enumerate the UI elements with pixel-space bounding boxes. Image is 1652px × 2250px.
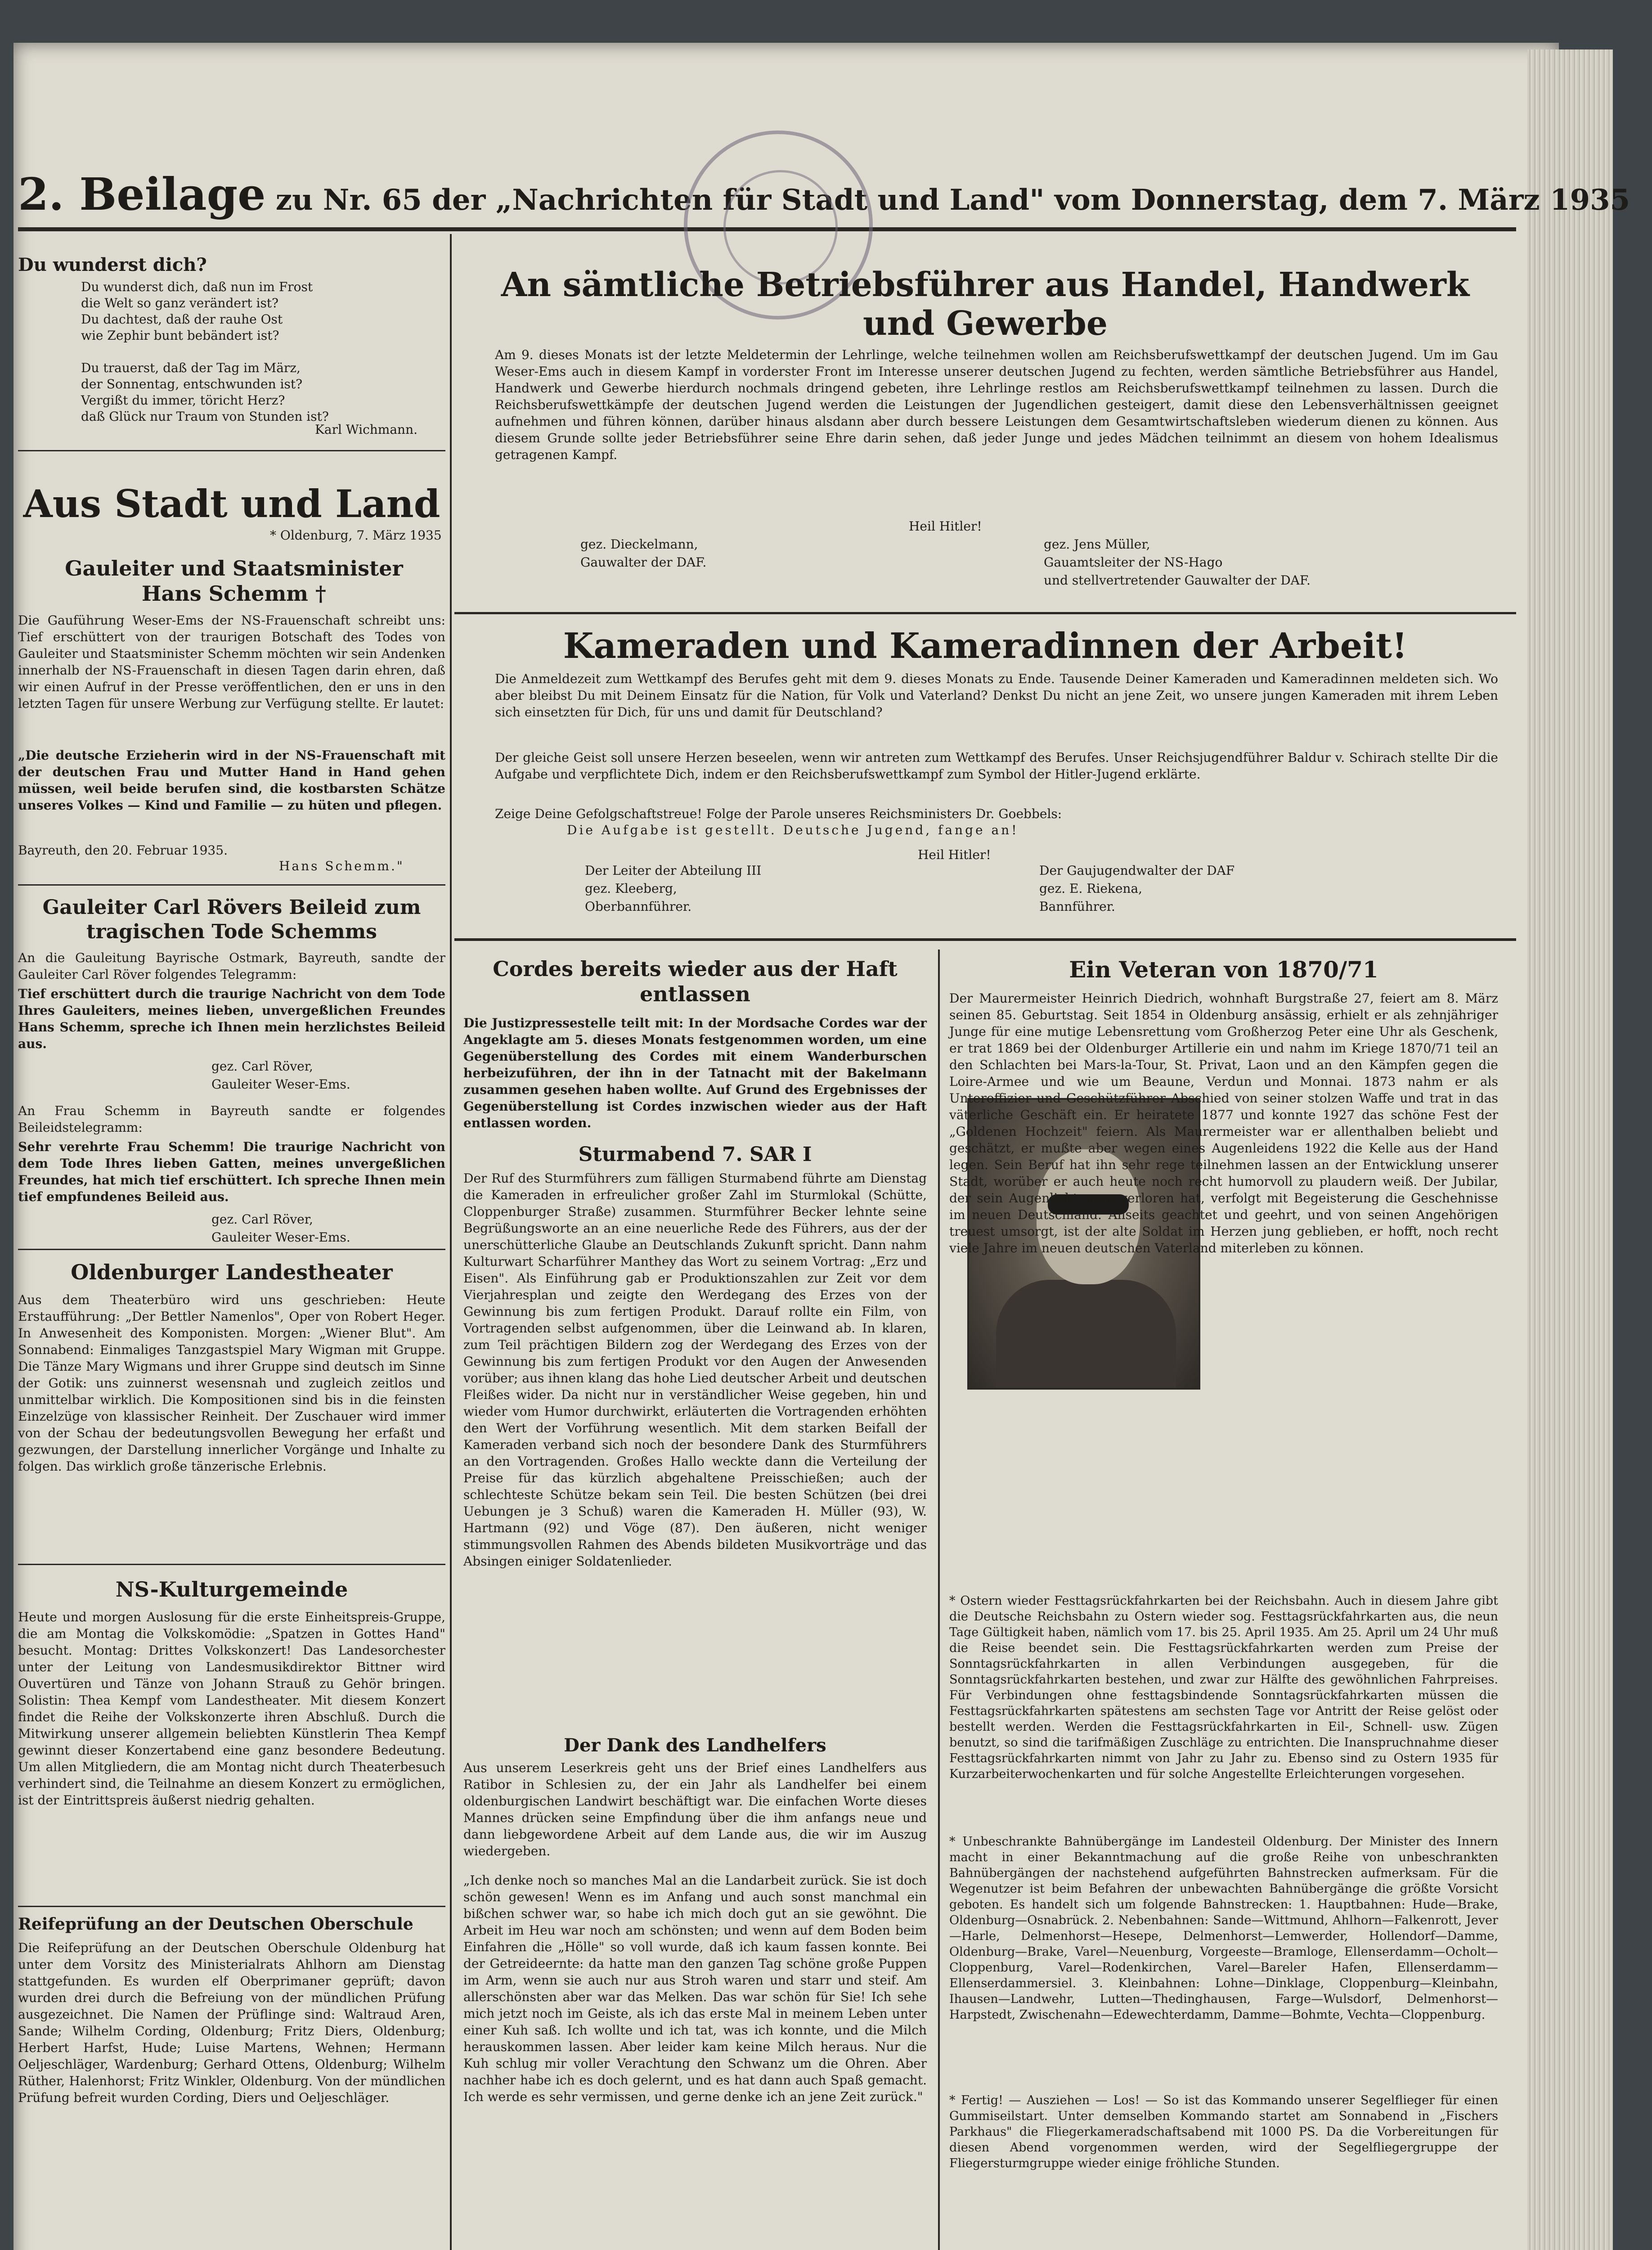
roever-sig1: gez. Carl Röver, Gauleiter Weser-Ems. <box>211 1059 350 1092</box>
theater-title: Oldenburger Landestheater <box>71 1260 393 1284</box>
roever-body2: An Frau Schemm in Bayreuth sandte er folgendes Beileidstelegramm: <box>18 1103 445 1135</box>
kameraden-body2: Der gleiche Geist soll unsere Herzen beseelen, wenn wir antreten zum Wettkampf des Berufes. Unser Reichsjugendführer Baldur v. Schirach stellte Dir die Aufgabe und verpflichtete Dich, indem er den Reichsberufswettkampf zum Symbol der Hitler-Jugend erklärte. <box>495 750 1498 782</box>
roever-title: Gauleiter Carl Rövers Beileid zum tragischen Tode Schemms <box>42 896 421 943</box>
page-stack-edge <box>1527 50 1613 2250</box>
hr-theater <box>18 1564 445 1565</box>
betrieb-title: An sämtliche Betriebsführer aus Handel, Handwerk und Gewerbe <box>501 266 1470 343</box>
hr-schemm <box>18 884 445 886</box>
landhelfer-title: Der Dank des Landhelfers <box>564 1735 826 1756</box>
roever-sig2: gez. Carl Röver, Gauleiter Weser-Ems. <box>211 1212 350 1245</box>
column-rule-mid <box>938 950 940 2250</box>
schemm-body: Die Gauführung Weser-Ems der NS-Frauenschaft schreibt uns: Tief erschüttert von der traurigen Botschaft des Todes von Gauleiter und Staatsminister Schemm möchten wir sein Andenken innerhalb der NS-Frauenschaft in diesen Tagen darin ehren, daß wir einen Aufruf in der Presse veröffentlichen, den er uns in den letzten Tagen für unsere Werbung zur Verfügung stellte. Er lautet: <box>18 613 445 711</box>
kameraden-sig-left: Der Leiter der Abteilung III gez. Kleeberg, Oberbannführer. <box>585 863 762 914</box>
notice-fertig: * Fertig! — Ausziehen — Los! — So ist das Kommando unserer Segelflieger für einen Gummiseilstart. Unter demselben Kommando startet am Sonnabend in „Fischers Parkhaus" die Fliegerkameradschaftsabend mit 1000 PS. Da die Vorbereitungen für diesen Abend vorgenommen werden, wird der Segelfliegergruppe der Fliegersturmgruppe wieder einige fröhliche Stunden. <box>949 2093 1498 2170</box>
cordes-title: Cordes bereits wieder aus der Haft entlassen <box>493 957 898 1006</box>
reife-body: Die Reifeprüfung an der Deutschen Oberschule Oldenburg hat unter dem Vorsitz des Ministerialrats Ahlhorn am Dienstag stattgefunden. Es wurden elf Oberprimaner geprüft; davon wurden drei durch die Befreiung von der mündlichen Prüfung ausgezeichnet. Die Namen der Prüflinge sind: Waltraud Aren, Sande; Wilhelm Cording, Oldenburg; Fritz Diers, Oldenburg; Herbert Harfst, Hude; Luise Martens, Wehnen; Hermann Oeljeschläger, Wardenburg; Gerhard Ottens, Oldenburg; Wilhelm Rüther, Halenhorst; Fritz Winkler, Oldenburg. Von der mündlichen Prüfung befreit wurden Cording, Diers und Oeljeschläger. <box>18 1940 445 2105</box>
stadt-land-dateline: * Oldenburg, 7. März 1935 <box>270 528 442 543</box>
hr-betrieb <box>454 612 1516 614</box>
betrieb-body: Am 9. dieses Monats ist der letzte Meldetermin der Lehrlinge, welche teilnehmen wollen am Reichsberufswettkampf der deutschen Jugend. Um im Gau Weser-Ems auch in diesem Kampf in vorderster Front im Interesse unserer deutschen Jugend zu fechten, werden sämtliche Betriebsführer aus Handel, Handwerk und Gewerbe hierdurch nochmals dringend gebeten, ihre Lehrlinge restlos am Reichsberufswettkampf teilnehmen zu lassen. Durch die Reichsberufswettkämpfe der deutschen Jugend werden die Leistungen der Jugendlichen gesteigert, damit diese den Lebensverhältnissen geeignet aufnehmen und führen können, darüber hinaus alsdann aber durch bessere Leistungen dem Gesamtwirtschaftsleben wiederum dienen zu können. Aus diesem Grunde sollte jeder Betriebsführer seine Ehre darin sehen, daß jeder Junge und jedes Mädchen teilnimmt an diesem von hohem Idealismus getragenen Kampf. <box>495 347 1498 462</box>
poem-title: Du wunderst dich? <box>18 254 207 275</box>
column-rule-left <box>450 234 452 2250</box>
roever-quote1: Tief erschüttert durch die traurige Nachricht von dem Tode Ihres Gauleiters, meines lieben, unvergeßlichen Freundes Hans Schemm, spreche ich Ihnen mein herzlichstes Beileid aus. <box>18 986 445 1051</box>
kameraden-title: Kameraden und Kameradinnen der Arbeit! <box>563 626 1408 666</box>
kameraden-motto: Die Aufgabe ist gestellt. Deutsche Jugend, fange an! <box>567 823 1019 837</box>
theater-body: Aus dem Theaterbüro wird uns geschrieben: Heute Erstaufführung: „Der Bettler Namenlos", Oper von Robert Heger. In Anwesenheit des Komponisten. Morgen: „Wiener Blut". Am Sonnabend: Einmaliges Tanzgastspiel Mary Wigman mit Gruppe. Die Tänze Mary Wigmans und ihrer Gruppe sind deutsch im Sinne der Gotik: uns zuinnerst wesensnah und zugleich zeitlos und unmittelbar wirklich. Die Kompositionen sind bis in die feinsten Einzelzüge von klassischer Reinheit. Der Zuschauer wird immer von der Schau der bedeutungsvollen Bewegung her erfaßt und gezwungen, der Darstellung innerlicher Vorgänge und Inhalte zu folgen. Das wirklich große tänzerische Erlebnis. <box>18 1292 445 1474</box>
schemm-signature: Hans Schemm." <box>279 859 404 873</box>
notice-bahn: * Unbeschrankte Bahnübergänge im Landesteil Oldenburg. Der Minister des Innern macht in einer Bekanntmachung auf die große Reihe von unbeschrankten Bahnübergängen der nachstehend aufgeführten Bahnstrecken aufmerksam. Für die Wegenutzer ist beim Befahren der unbewachten Bahnübergänge die größte Vorsicht geboten. Es handelt sich um folgende Bahnstrecken: 1. Hauptbahnen: Hude—Brake, Oldenburg—Osnabrück. 2. Nebenbahnen: Sande—Wittmund, Ahlhorn—Falkenrott, Jever—Harle, Delmenhorst—Hesepe, Delmenhorst—Lemwerder, Hollendorf—Damme, Oldenburg—Brake, Varel—Neuenburg, Vorgeeste—Bramloge, Ellenserdamm—Ocholt—Cloppenburg, Varel—Rodenkirchen, Varel—Bareler Hafen, Ellenserdamm—Ellenserdammersiel. 3. Kleinbahnen: Lohne—Dinklage, Cloppenburg—Kleinbahn, Ihausen—Landwehr, Lutten—Thedinghausen, Farge—Wulsdorf, Delmenhorst—Harpstedt, Zwischenahn—Edewechterdamm, Damme—Bohmte, Vechta—Cloppenburg. <box>949 1835 1498 2022</box>
sturm-title: Sturmabend 7. SAR I <box>578 1143 812 1166</box>
hr-roever <box>18 1249 445 1250</box>
hr-kameraden <box>454 938 1516 941</box>
stadt-land-title: Aus Stadt und Land <box>23 482 440 526</box>
roever-quote2: Sehr verehrte Frau Schemm! Die traurige Nachricht von dem Tode Ihres lieben Gatten, meines unvergeßlichen Freundes, hat mich tief erschüttert. Ich spreche Ihnen mein tief empfundenes Beileid aus. <box>18 1139 445 1204</box>
masthead-title: zu Nr. 65 der „Nachrichten für Stadt und Land" vom Donnerstag, dem 7. März 1935 <box>265 183 1630 217</box>
kultur-body: Heute und morgen Auslosung für die erste Einheitspreis-Gruppe, die am Montag die Volkskomödie: „Spatzen in Gottes Hand" besucht. Montag: Drittes Volkskonzert! Das Landesorchester unter der Leitung von Landesmusikdirektor Bittner wird Ouvertüren und Tänze von Johann Strauß zu Gehör bringen. Solistin: Thea Kempf vom Landestheater. Mit diesem Konzert findet die Reihe der Volkskonzerte ihren Abschluß. Durch die Mitwirkung unserer allgemein beliebten Künstlerin Thea Kempf gewinnt dieser Konzertabend eine ganz besondere Bedeutung. Um allen Mitgliedern, die am Montag nicht durch Theaterbesuch verhindert sind, die Teilnahme an diesem Konzert zu ermöglichen, ist der Eintrittspreis äußerst niedrig gehalten. <box>18 1610 445 1808</box>
poem-lines: Du wunderst dich, daß nun im Frost die Welt so ganz verändert ist? Du dachtest, daß der rauhe Ost wie Zephir bunt bebändert ist? Du trauerst, daß der Tag im März, der Sonnentag, entschwunden ist? Vergißt du immer, töricht Herz? daß Glück nur Traum von Stunden ist? <box>81 279 329 424</box>
schemm-quote: „Die deutsche Erzieherin wird in der NS-Frauenschaft mit der deutschen Frau und Mutter Hand in Hand gehen müssen, weil beide berufen sind, die kostbarsten Schätze unseres Volkes — Kind und Familie — zu hüten und pflegen. <box>18 748 445 813</box>
veteran-title: Ein Veteran von 1870/71 <box>1069 956 1378 983</box>
betrieb-greeting: Heil Hitler! <box>909 519 982 534</box>
reife-title: Reifeprüfung an der Deutschen Oberschule <box>18 1915 413 1934</box>
betrieb-sig-right: gez. Jens Müller, Gauamtsleiter der NS-Hago und stellvertretender Gauwalter der DAF. <box>1044 537 1311 588</box>
schemm-place: Bayreuth, den 20. Februar 1935. <box>18 843 228 858</box>
kultur-title: NS-Kulturgemeinde <box>115 1577 348 1602</box>
masthead-beilage: 2. Beilage <box>18 169 266 220</box>
kameraden-body1: Die Anmeldezeit zum Wettkampf des Berufes geht mit dem 9. dieses Monats zu Ende. Tausende Deiner Kameraden und Kameradinnen meldeten sich. Wo aber bleibst Du mit Deinem Einsatz für die Nation, für Volk und Vaterland? Denkst Du nicht an jene Zeit, wo unsere jungen Kameraden mit ihrem Leben sich einsetzten für Dich, für uns und damit für Deutschland? <box>495 671 1498 720</box>
kameraden-body3: Zeige Deine Gefolgschaftstreue! Folge der Parole unseres Reichsministers Dr. Goebbels: <box>495 806 1062 821</box>
schemm-title: Gauleiter und Staatsminister Hans Schemm † <box>65 556 403 606</box>
sturm-body: Der Ruf des Sturmführers zum fälligen Sturmabend führte am Dienstag die Kameraden in erfreulicher großer Zahl im Sturmlokal (Schütte, Cloppenburger Straße) zusammen. Sturmführer Becker lehnte seine Begrüßungsworte an an eine neuerliche Rede des Führers, aus der der unerschütterliche Glaube an Deutschlands Zukunft spricht. Dann nahm Kulturwart Scharführer Manthey das Wort zu seinem Vortrag: „Erz und Eisen". Als Einführung gab er Produktionszahlen zur Zeit vor dem Vierjahresplan und zeigte den Werdegang des Erzes von der Gewinnung bis zum fertigen Produkt. Darauf rollte ein Film, von Vortragenden selbst aufgenommen, über die Leinwand ab. In klaren, zum Teil prächtigen Bildern zog der Werdegang des Erzes von der Gewinnung bis zum fertigen Produkt vor den Augen der Anwesenden vorüber; aus ihnen klang das hohe Lied deutscher Arbeit und deutschen Fleißes wider. Da nicht nur in verständlicher Weise gegeben, hin und wieder vom Humor durchwirkt, erläuterten die Vortragenden erhöhten den Wert der Vorführung wesentlich. Mit dem starken Beifall der Kameraden verband sich noch der besondere Dank des Sturmführers an den Vortragenden. Großes Hallo weckte dann die Verteilung der Preise für das kürzlich abgehaltene Preisschießen; auch der schlechteste Schütze bekam sein Teil. Die besten Schützen (bei drei Uebungen je 3 Schuß) waren die Kameraden H. Müller (93), W. Hartmann (92) und Vöge (87). Den äußeren, nicht weniger stimmungsvollen Rahmen des Abends bildeten Musikvorträge und das Absingen einiger Soldatenlieder. <box>463 1171 927 1569</box>
cordes-body: Die Justizpressestelle teilt mit: In der Mordsache Cordes war der Angeklagte am 5. dieses Monats festgenommen worden, um eine Gegenüberstellung des Cordes mit einem Wanderburschen herbeizuführen, der ihn in der Tatnacht mit der Bakelmann zusammen gesehen haben wollte. Auf Grund des Ergebnisses der Gegenüberstellung ist Cordes inzwischen wieder aus der Haft entlassen worden. <box>463 1016 927 1130</box>
kameraden-sig-right: Der Gaujugendwalter der DAF gez. E. Riekena, Bannführer. <box>1039 863 1235 914</box>
poem-author: Karl Wichmann. <box>315 422 418 437</box>
notice-ostern: * Ostern wieder Festtagsrückfahrkarten bei der Reichsbahn. Auch in diesem Jahre gibt die Deutsche Reichsbahn zu Ostern wieder sog. Festtagsrückfahrkarten aus, die neun Tage Gültigkeit haben, nämlich vom 17. bis 25. April 1935. Am 25. April um 24 Uhr muß die Reise beendet sein. Die Festtagsrückfahrkarten werden zum Preise der Sonntagsrückfahrkarten in allen Verbindungen ausgegeben, für die Sonntagsrückfahrkarten bestehen, und zwar zur Hälfte des gewöhnlichen Fahrpreises. Für Verbindungen ohne festtagsbindende Sonntagsrückfahrkarten müssen die Festtagsrückfahrkarten spätestens am sechsten Tage vor Antritt der Reise gelöst oder bestellt werden. Werden die Festtagsrückfahrkarten in Eil-, Schnell- usw. Zügen benutzt, so sind die tarifmäßigen Zuschläge zu entrichten. Die Inanspruchnahme dieser Festtagsrückfahrkarten nimmt von Jahr zu Jahr zu. Ebenso sind zu Ostern 1935 für Kurzarbeiterwochenkarten und für solche Angestellte Erleichterungen vorgesehen. <box>949 1594 1498 1781</box>
hr-kultur <box>18 1906 445 1907</box>
betrieb-sig-left: gez. Dieckelmann, Gauwalter der DAF. <box>580 537 707 570</box>
landhelfer-body1: Aus unserem Leserkreis geht uns der Brief eines Landhelfers aus Ratibor in Schlesien zu, der ein Jahr als Landhelfer bei einem oldenburgischen Landwirt beschäftigt war. Die einfachen Worte dieses Mannes drücken seine Empfindung über die ihm anfangs neue und dann liebgewordene Arbeit auf dem Lande aus, die wir im Auszug wiedergeben. <box>463 1760 927 1858</box>
kameraden-greeting: Heil Hitler! <box>918 847 991 862</box>
veteran-body: Der Maurermeister Heinrich Diedrich, wohnhaft Burgstraße 27, feiert am 8. März seinen 85. Geburtstag. Seit 1854 in Oldenburg ansässig, erhielt er als zehnjähriger Junge für eine mutige Lebensrettung vom Großherzog Peter eine Uhr als Geschenk, er trat 1869 bei der Oldenburger Artillerie ein und nahm im Kriege 1870/71 teil an den Schlachten bei Mars-la-Tour, St. Privat, Laon und an den Kämpfen gegen die Loire-Armee und wie um Beaune, Verdun und Monnai. 1873 nahm er als Unteroffizier und Geschützführer Abschied von seiner stolzen Waffe und trat in das väterliche Geschäft ein. Er heiratete 1877 und konnte 1927 das schöne Fest der „Goldenen Hochzeit" feiern. Als Maurermeister war er allenthalben beliebt und geschätzt, er mußte aber wegen eines Augenleidens 1922 die Kelle aus der Hand legen. Sein Beruf hat ihn sehr rege teilnehmen lassen an der Entwicklung unserer Stadt, worüber er auch heute noch recht humorvoll zu plaudern weiß. Der Jubilar, der sein Augenlicht ganz verloren hat, verfolgt mit Begeisterung die Geschehnisse im neuen Deutschland. Allseits geachtet und geehrt, und von seinen Angehörigen treuest umsorgt, ist der alte Soldat im Herzen jung geblieben, er hofft, noch recht viele Jahre im neuen deutschen Vaterland miterleben zu können. <box>949 991 1498 1256</box>
roever-body1: An die Gauleitung Bayrische Ostmark, Bayreuth, sandte der Gauleiter Carl Röver folgendes Telegramm: <box>18 950 445 982</box>
landhelfer-body2: „Ich denke noch so manches Mal an die Landarbeit zurück. Sie ist doch schön gewesen! Wenn es im Anfang und auch sonst manchmal ein bißchen schwer war, so habe ich mich doch gut an sie gewöhnt. Die Arbeit im Heu war noch am schönsten; und wenn auf dem Boden beim Einfahren die „Hölle" so voll wurde, daß ich kaum fassen konnte. Bei der Getreideernte: da hatte man den ganzen Tag schöne große Puppen im Arm, wenn sie auch nur aus Stroh waren und starr und steif. Am allerschönsten aber war das Melken. Das war schön für Sie! Ich sehe mich jetzt noch im Geiste, als ich das erste Mal in meinem Leben unter einer Kuh saß. Ich wollte und ich tat, was ich konnte, und die Milch herauskommen lassen. Aber leider kam keine Milch heraus. Nur die Kuh schlug mir voller Verachtung den Schwanz um die Ohren. Aber nachher habe ich es doch gelernt, und es hat dann auch Spaß gemacht. Ich werde es sehr vermissen, und gerne denke ich an jene Zeit zurück." <box>463 1873 927 2104</box>
hr-poem <box>18 450 445 451</box>
